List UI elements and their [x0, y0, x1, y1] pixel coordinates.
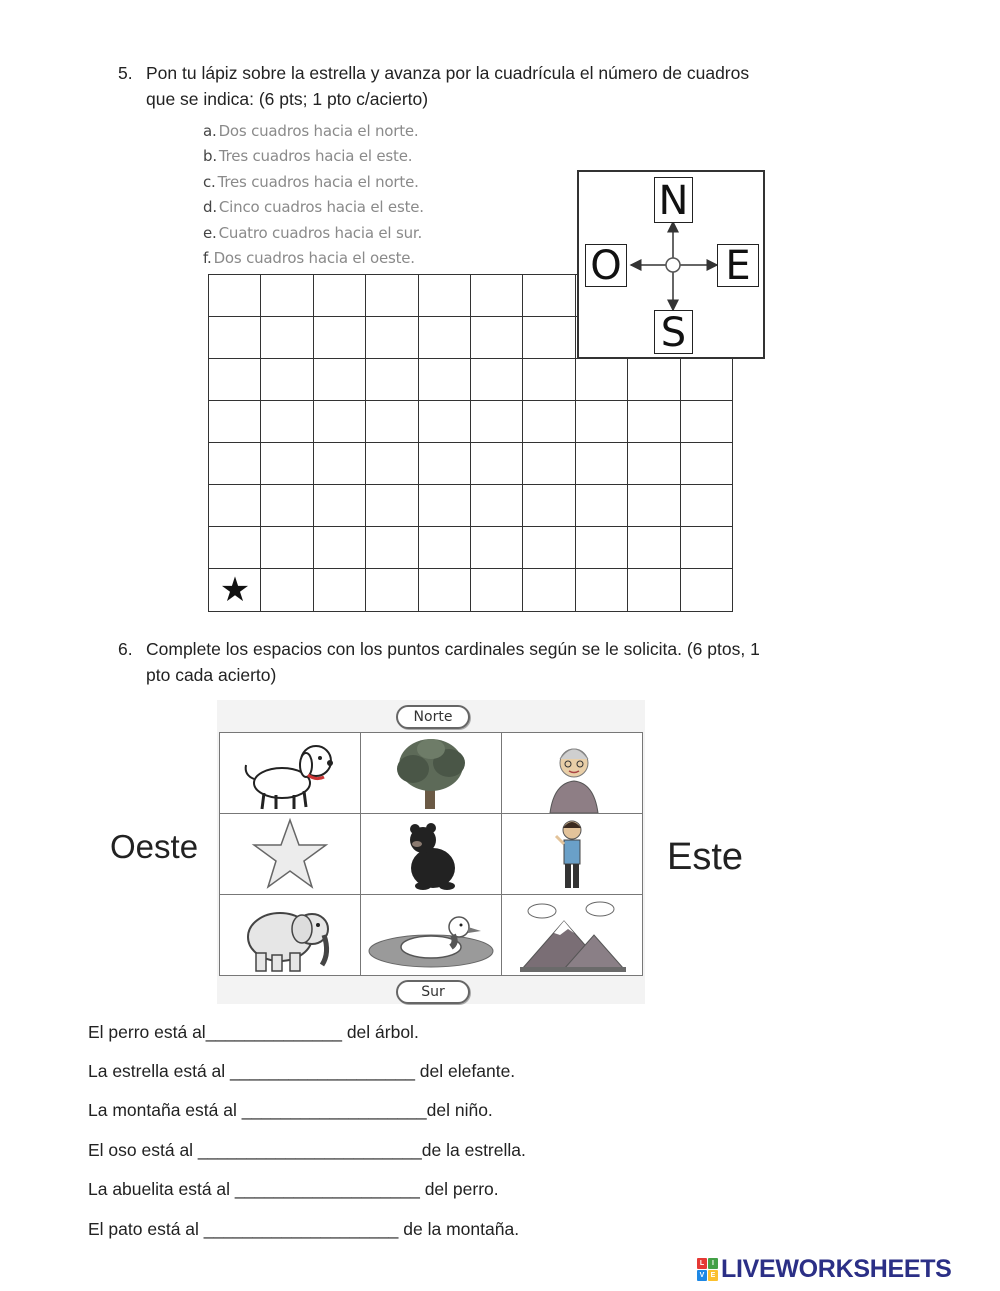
grid-cell [418, 400, 472, 444]
grid-cell [680, 484, 734, 528]
grid-cell [365, 568, 419, 612]
star-icon: ★ [219, 570, 251, 610]
dog-icon [220, 733, 360, 813]
grid-cell [522, 442, 576, 486]
grid-cell [365, 442, 419, 486]
sentence-6: El pato está al ____________________ de la montaña. [88, 1219, 520, 1239]
picture-star [219, 813, 361, 895]
grid-cell [470, 442, 524, 486]
question-number: 6. [118, 639, 133, 659]
question-6 [118, 636, 918, 692]
sentence-3: La montaña está al ___________________del niño. [88, 1100, 493, 1120]
grid-cell [522, 400, 576, 444]
south-letter: S [654, 310, 693, 354]
liveworksheets-logo[interactable] [697, 1256, 952, 1282]
grid-cell [313, 400, 367, 444]
grid-cell [208, 316, 262, 360]
grid-cell [365, 400, 419, 444]
brand-name: LIVEWORKSHEETS [721, 1254, 952, 1283]
grid-cell [470, 316, 524, 360]
south-label: Sur [396, 980, 470, 1004]
grid-cell [680, 568, 734, 612]
grid-cell [470, 400, 524, 444]
mountain-icon [502, 895, 642, 975]
tree-icon [361, 733, 501, 813]
grid-cell [522, 316, 576, 360]
step-b: b. Tres cuadros hacia el este. [203, 147, 413, 166]
picture-boy [501, 813, 643, 895]
grid-cell [627, 442, 681, 486]
star-icon [220, 814, 360, 894]
east-letter: E [717, 244, 759, 287]
picture-mountain [501, 894, 643, 976]
grid-cell [418, 484, 472, 528]
grid-cell [418, 316, 472, 360]
grid-cell [575, 400, 629, 444]
picture-duck [360, 894, 502, 976]
grid-cell [627, 568, 681, 612]
grid-cell [260, 442, 314, 486]
north-label: Norte [396, 705, 470, 729]
grid-cell [313, 358, 367, 402]
step-a: a. Dos cuadros hacia el norte. [203, 122, 419, 140]
grid-cell [260, 400, 314, 444]
picture-bear [360, 813, 502, 895]
west-letter: O [585, 244, 627, 287]
picture-grandma [501, 732, 643, 814]
grid-cell [418, 568, 472, 612]
grid-cell [260, 274, 314, 318]
step-e: e. Cuatro cuadros hacia el sur. [203, 223, 423, 242]
grid-cell [470, 274, 524, 318]
grid-cell [680, 442, 734, 486]
grid-cell [365, 316, 419, 360]
grid-cell [418, 442, 472, 486]
grid-cell [313, 274, 367, 318]
grid-cell [260, 568, 314, 612]
grid-cell [260, 526, 314, 570]
grid-cell [208, 400, 262, 444]
bear-icon [361, 814, 501, 894]
grid-cell [260, 358, 314, 402]
sentence-1: El perro está al______________ del árbol. [88, 1022, 419, 1042]
grid-cell [470, 526, 524, 570]
step-f: f. Dos cuadros hacia el oeste. [203, 248, 415, 267]
grid-cell [627, 358, 681, 402]
grid-cell [208, 568, 262, 612]
grid-cell [470, 484, 524, 528]
grid-cell [575, 442, 629, 486]
grid-cell [575, 568, 629, 612]
sentence-4: El oso está al _______________________de la estrella. [88, 1140, 526, 1160]
grid-cell [365, 526, 419, 570]
grid-cell [313, 526, 367, 570]
grid-cell [575, 484, 629, 528]
logo-blocks-icon: L I V E [697, 1258, 718, 1281]
step-c: c. Tres cuadros hacia el norte. [203, 172, 419, 191]
picture-grid [217, 700, 645, 1004]
grid-cell [418, 526, 472, 570]
question-text-line1: Complete los espacios con los puntos cardinales según se le solicita. (6 ptos, 1 [146, 639, 760, 659]
duck-icon [361, 895, 501, 975]
grid-cell [208, 484, 262, 528]
step-d: d. Cinco cuadros hacia el este. [203, 198, 424, 217]
question-text-line2: pto cada acierto) [146, 665, 277, 685]
grandma-icon [502, 733, 642, 813]
grid-cell [470, 358, 524, 402]
grid-cell [522, 484, 576, 528]
grid-cell [260, 316, 314, 360]
grid-cell [680, 358, 734, 402]
sentence-2: La estrella está al ___________________ del elefante. [88, 1061, 516, 1081]
question-number: 5. [118, 63, 133, 83]
picture-dog [219, 732, 361, 814]
picture-tree [360, 732, 502, 814]
boy-icon [502, 814, 642, 894]
grid-cell [365, 484, 419, 528]
sentence-5: La abuelita está al ___________________ del perro. [88, 1179, 499, 1199]
grid-cell [418, 358, 472, 402]
elephant-icon [220, 895, 360, 975]
east-label: Este [667, 836, 744, 878]
grid-cell [522, 568, 576, 612]
grid-cell [575, 526, 629, 570]
picture-elephant [219, 894, 361, 976]
grid-cell [680, 400, 734, 444]
grid-cell [313, 568, 367, 612]
grid-cell [418, 274, 472, 318]
grid-cell [208, 358, 262, 402]
question-text-line1: Pon tu lápiz sobre la estrella y avanza por la cuadrícula el número de cuadros [146, 63, 750, 83]
question-text-line2: que se indica: (6 pts; 1 pto c/acierto) [146, 89, 429, 109]
grid-cell [365, 358, 419, 402]
grid-cell [522, 358, 576, 402]
grid-cell [260, 484, 314, 528]
grid-cell [313, 484, 367, 528]
north-letter: N [654, 177, 693, 223]
grid-cell [627, 400, 681, 444]
grid-cell [313, 442, 367, 486]
compass-rose [577, 170, 765, 359]
grid-cell [680, 526, 734, 570]
grid-cell [575, 358, 629, 402]
grid-cell [627, 526, 681, 570]
grid-cell [208, 526, 262, 570]
question-5 [118, 60, 918, 116]
grid-cell [313, 316, 367, 360]
grid-cell [208, 442, 262, 486]
grid-cell [470, 568, 524, 612]
grid-cell [522, 526, 576, 570]
grid-cell [365, 274, 419, 318]
grid-cell [208, 274, 262, 318]
west-label: Oeste [110, 828, 199, 865]
grid-cell [522, 274, 576, 318]
direction-steps [203, 119, 424, 271]
grid-cell [627, 484, 681, 528]
